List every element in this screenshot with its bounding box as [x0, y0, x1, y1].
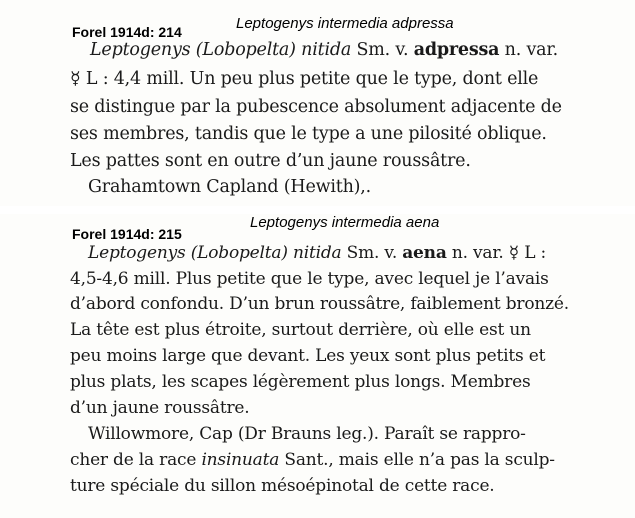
text-line: Les pattes sont en outre d’un jaune roussâtre. — [70, 151, 471, 171]
text-line: d’abord confondu. D’un brun roussâtre, faiblement bronzé. — [70, 294, 569, 314]
text-line: peu moins large que devant. Les yeux sont plus petits et — [70, 346, 546, 366]
text-line: Willowmore, Cap (Dr Brauns leg.). Paraît se rappro- — [88, 424, 526, 444]
taxon-title-1: Leptogenys intermedia adpressa — [236, 15, 454, 32]
text-line: plus plats, les scapes légèrement plus longs. Membres — [70, 372, 531, 392]
text-line: ☿ L : 4,4 mill. Un peu plus petite que le type, dont elle — [70, 69, 539, 89]
text-line: Leptogenys (Lobopelta) nitida Sm. v. adpressa n. var. — [90, 40, 558, 60]
taxon-title-2: Leptogenys intermedia aena — [250, 214, 440, 231]
text-line: 4,5-4,6 mill. Plus petite que le type, avec lequel je l’avais — [70, 269, 549, 289]
text-line: cher de la race insinuata Sant., mais elle n’a pas la sculp- — [70, 450, 555, 470]
text-line: ture spéciale du sillon mésoépinotal de cette race. — [70, 476, 495, 496]
text-line: La tête est plus étroite, surtout derrière, où elle est un — [70, 320, 531, 340]
reference-label-1: Forel 1914d: 214 — [72, 24, 182, 40]
text-line: ses membres, tandis que le type a une pilosité oblique. — [70, 124, 547, 144]
text-line: se distingue par la pubescence absolument adjacente de — [70, 97, 562, 117]
reference-label-2: Forel 1914d: 215 — [72, 226, 182, 242]
text-line: Leptogenys (Lobopelta) nitida Sm. v. aena n. var. ☿ L : — [88, 243, 547, 263]
section-divider — [0, 206, 635, 214]
text-line: Grahamtown Capland (Hewith),. — [88, 177, 372, 197]
text-line: d’un jaune roussâtre. — [70, 398, 250, 418]
